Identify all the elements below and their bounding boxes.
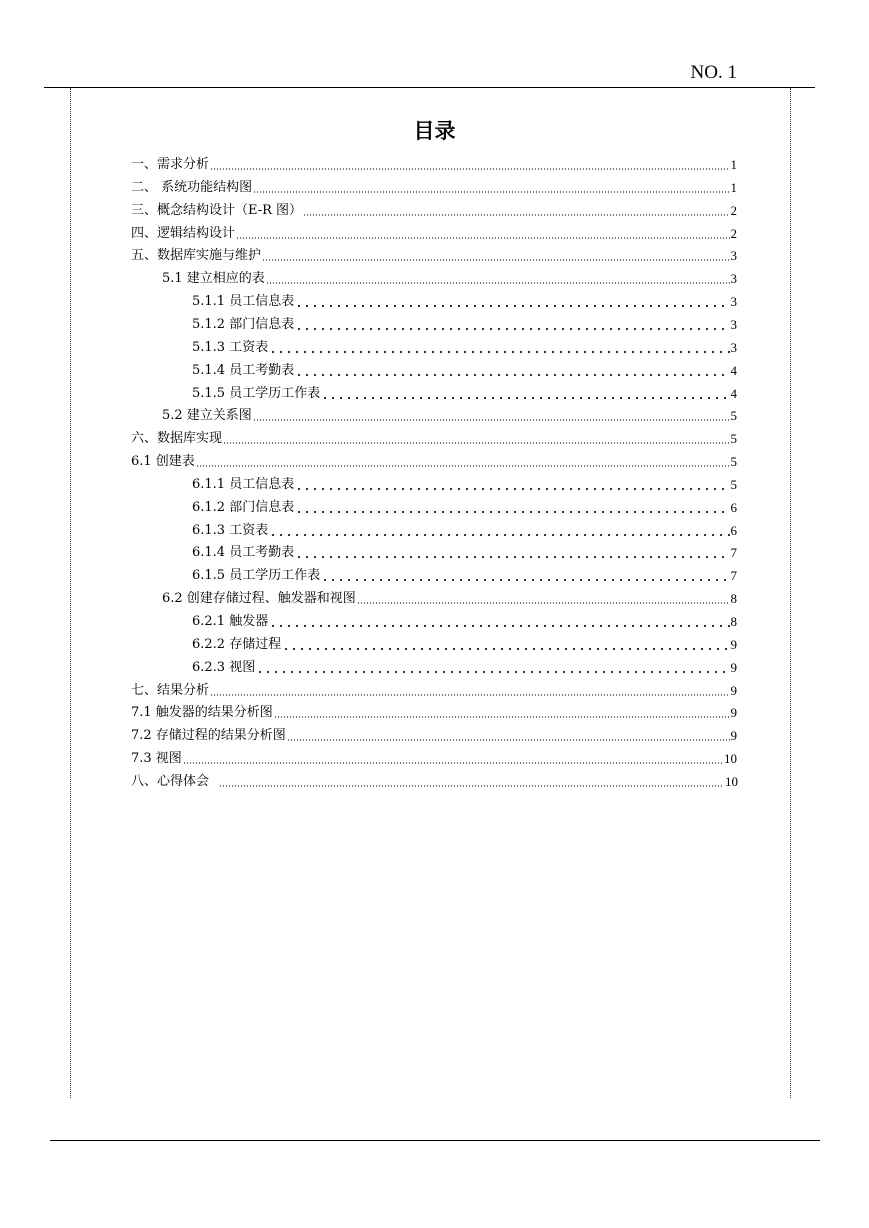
toc-entry[interactable]: [192, 634, 737, 652]
toc-dot-leader: [357, 602, 730, 604]
toc-entry-label: 5.2 建立关系图: [162, 408, 252, 424]
toc-entry-page: 2: [730, 225, 737, 241]
toc-entry-label: 6.1.5 员工学历工作表: [192, 568, 321, 584]
toc-entry-page: 9: [730, 705, 737, 721]
toc-entry-label: 六、数据库实现: [131, 431, 223, 447]
toc-entry-page: 1: [730, 179, 737, 195]
left-margin-line: [70, 88, 71, 1098]
toc-dot-leader: [287, 739, 730, 741]
toc-dot-leader: [183, 762, 723, 764]
toc-entry-page: 10: [724, 751, 737, 767]
toc-entry-page: 3: [730, 271, 737, 287]
toc-entry-label: 三、概念结构设计（E-R 图）: [131, 202, 303, 218]
toc-entry-page: 6: [730, 522, 737, 538]
toc-dot-leader: [219, 785, 724, 787]
toc-entry-page: 1: [730, 157, 737, 172]
toc-dot-leader: [269, 534, 729, 536]
toc-dot-leader: [274, 716, 730, 718]
toc-dot-leader: [321, 579, 729, 581]
header-rule: [44, 87, 815, 88]
toc-entry-label: 7.3 视图: [131, 751, 182, 767]
toc-dot-leader: [295, 556, 729, 558]
toc-dot-leader: [253, 191, 729, 193]
toc-entry[interactable]: [192, 314, 737, 332]
toc-entry-label: 6.1 创建表: [131, 454, 195, 470]
toc-entry-label: 5.1.5 员工学历工作表: [192, 385, 321, 401]
toc-entry-label: 一、需求分析: [131, 157, 210, 172]
toc-entry[interactable]: [192, 657, 737, 675]
toc-dot-leader: [210, 694, 729, 696]
toc-entry-label: 6.2.2 存储过程: [192, 636, 282, 652]
toc-entry-page: 7: [730, 545, 737, 561]
toc-entry-label: 四、逻辑结构设计: [131, 225, 236, 241]
toc-dot-leader: [196, 465, 730, 467]
toc-entry[interactable]: [131, 428, 737, 446]
toc-entry[interactable]: [131, 680, 737, 698]
toc-entry-page: 5: [730, 408, 737, 424]
toc-entry-label: 5.1.2 部门信息表: [192, 316, 295, 332]
toc-entry-page: 9: [730, 636, 737, 652]
toc-entry-label: 6.2.1 触发器: [192, 614, 269, 629]
toc-dot-leader: [295, 328, 729, 330]
toc-entry-label: 八、心得体会: [131, 773, 210, 789]
toc-entry[interactable]: [131, 725, 737, 743]
toc-entry-page: 3: [730, 294, 737, 310]
toc-entry-page: 5: [730, 431, 737, 447]
toc-dot-leader: [256, 671, 729, 673]
toc-entry-label: 二、 系统功能结构图: [131, 179, 253, 195]
toc-dot-leader: [266, 282, 730, 284]
footer-rule: [50, 1140, 820, 1141]
toc-entry-label: 5.1 建立相应的表: [162, 271, 265, 287]
toc-entry[interactable]: [162, 405, 737, 423]
toc-entry[interactable]: [192, 291, 737, 309]
toc-entry-label: 6.2.3 视图: [192, 659, 256, 675]
toc-dot-leader: [282, 648, 729, 650]
toc-entry-label: 7.2 存储过程的结果分析图: [131, 728, 286, 744]
toc-entry-page: 8: [730, 614, 737, 629]
toc-dot-leader: [269, 351, 729, 353]
toc-entry-page: 4: [730, 362, 737, 378]
toc-entry-label: 6.1.3 工资表: [192, 522, 269, 538]
toc-entry[interactable]: [192, 360, 737, 378]
toc-entry[interactable]: [131, 154, 737, 172]
toc-dot-leader: [295, 305, 729, 307]
toc-entry-page: 9: [730, 659, 737, 675]
toc-dot-leader: [210, 168, 729, 170]
toc-entry[interactable]: [131, 223, 737, 241]
toc-entry-label: 5.1.4 员工考勤表: [192, 362, 295, 378]
toc-entry[interactable]: [131, 702, 737, 720]
toc-entry[interactable]: [192, 611, 737, 629]
toc-entry-label: 6.1.2 部门信息表: [192, 499, 295, 515]
toc-dot-leader: [295, 511, 729, 513]
toc-dot-leader: [295, 488, 729, 490]
toc-entry-page: 5: [730, 476, 737, 492]
toc-entry[interactable]: [192, 383, 737, 401]
toc-dot-leader: [269, 625, 729, 627]
toc-entry-page: 4: [730, 385, 737, 401]
toc-entry[interactable]: [192, 520, 737, 538]
toc-entry-label: 5.1.1 员工信息表: [192, 294, 295, 310]
toc-entry-page: 9: [730, 728, 737, 744]
toc-entry-label: 6.2 创建存储过程、触发器和视图: [162, 591, 356, 607]
toc-entry-label: 5.1.3 工资表: [192, 339, 269, 355]
toc-entry[interactable]: [192, 542, 737, 560]
toc-entry-page: 9: [730, 682, 737, 698]
toc-entry[interactable]: [192, 497, 737, 515]
toc-entry-page: 8: [730, 591, 737, 607]
toc-dot-leader: [253, 419, 730, 421]
toc-entry-page: 10: [725, 773, 738, 789]
toc-entry[interactable]: [131, 200, 737, 218]
toc-dot-leader: [303, 214, 729, 216]
toc-entry[interactable]: [131, 748, 737, 766]
page-number: NO. 1: [690, 62, 737, 83]
toc-entry-label: 6.1.4 员工考勤表: [192, 545, 295, 561]
toc-entry[interactable]: [131, 451, 737, 469]
toc-entry-page: 3: [730, 339, 737, 355]
toc-entry[interactable]: [162, 588, 737, 606]
toc-entry[interactable]: [131, 245, 737, 263]
toc-entry-label: 7.1 触发器的结果分析图: [131, 705, 273, 721]
toc-entry[interactable]: [192, 474, 737, 492]
toc-dot-leader: [295, 374, 729, 376]
toc-entry-label: 七、结果分析: [131, 682, 210, 698]
toc-entry[interactable]: [192, 337, 737, 355]
toc-entry[interactable]: [131, 177, 737, 195]
toc-entry-page: 6: [730, 499, 737, 515]
toc-dot-leader: [223, 442, 729, 444]
toc-dot-leader: [262, 259, 729, 261]
toc-title: 目录: [413, 119, 456, 143]
toc-dot-leader: [321, 397, 729, 399]
toc-entry-page: 3: [730, 316, 737, 332]
toc-entry[interactable]: [162, 268, 737, 286]
toc-entry-label: 6.1.1 员工信息表: [192, 476, 295, 492]
toc-entry[interactable]: [131, 771, 738, 789]
toc-entry[interactable]: [192, 565, 737, 583]
toc-entry-page: 7: [730, 568, 737, 584]
toc-entry-label: 五、数据库实施与维护: [131, 248, 262, 264]
toc-dot-leader: [236, 237, 729, 239]
toc-entry-page: 3: [730, 248, 737, 264]
toc-entry-page: 5: [730, 454, 737, 470]
toc-entry-page: 2: [730, 202, 737, 218]
right-margin-line: [790, 88, 791, 1098]
